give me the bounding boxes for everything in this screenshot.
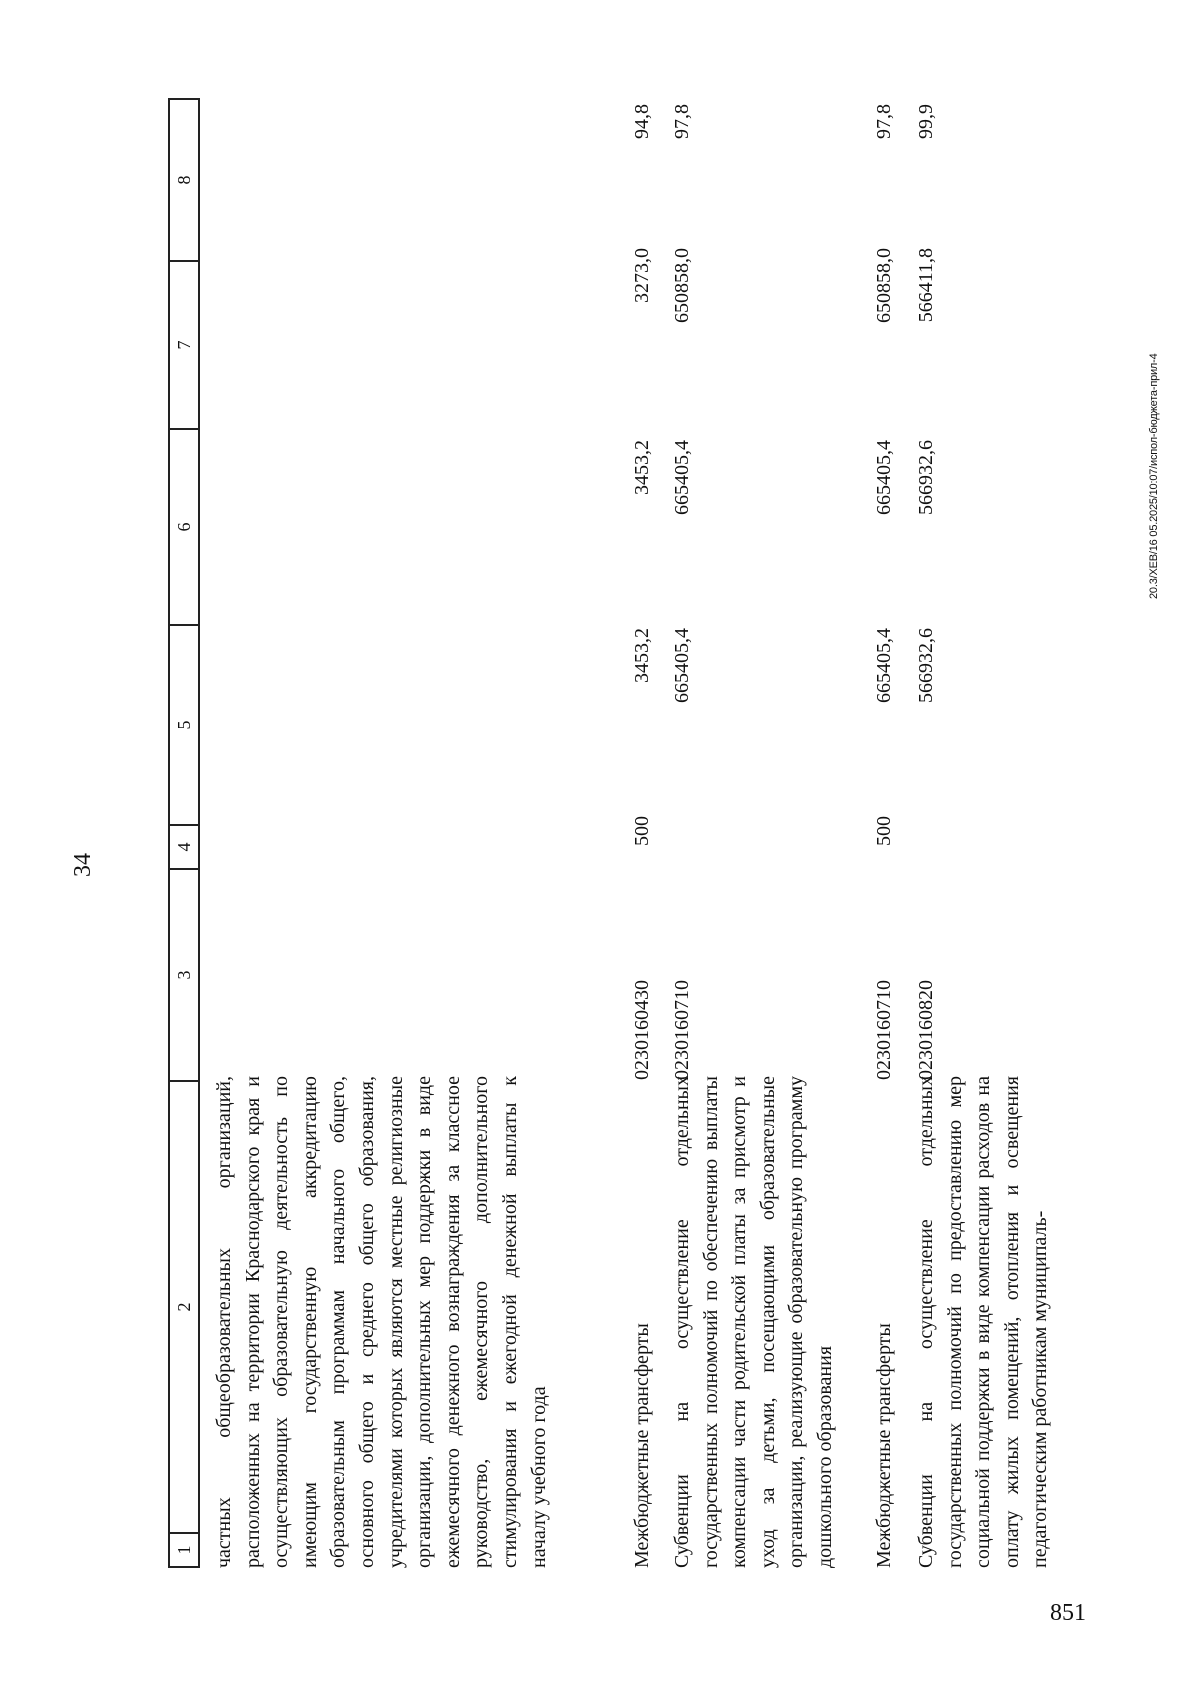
page-number: 34 [70, 853, 96, 877]
row-col6: 665405,4 [873, 440, 895, 515]
row-code: 0230160820 [915, 980, 937, 1080]
row-col6: 566932,6 [915, 440, 937, 515]
row-col4: 500 [631, 816, 653, 846]
header-col-2: 2 [170, 1080, 198, 1532]
row-col6: 3453,2 [631, 440, 653, 495]
table-header-row [168, 98, 200, 1568]
row-col8: 97,8 [873, 104, 895, 139]
row-code: 0230160710 [671, 980, 693, 1080]
row-col4: 500 [873, 816, 895, 846]
row-description: Межбюджетные трансферты [631, 1323, 653, 1568]
row-col5: 665405,4 [873, 628, 895, 703]
row-col7: 566411,8 [915, 248, 937, 323]
header-col-4: 4 [170, 824, 198, 868]
row-col8: 97,8 [671, 104, 693, 139]
row-description: Субвенции на осуществление отдельных государственных полномочий по предоставлению мер социальной поддержки в виде компенсации расходов на оплату жилых помещений, отопления и освещения педагогическим работникам муниципаль- [915, 1076, 1052, 1568]
row-col8: 99,9 [915, 104, 937, 139]
row-code: 0230160430 [631, 980, 653, 1080]
header-col-6: 6 [170, 428, 198, 624]
header-col-5: 5 [170, 624, 198, 824]
row-col5: 566932,6 [915, 628, 937, 703]
row-code: 0230160710 [873, 980, 895, 1080]
header-col-1: 1 [170, 1532, 198, 1566]
row-description: Субвенции на осуществление отдельных государственных полномочий по обеспечению выплаты компенсации части родительской платы за присмотр и уход за детьми, посещающими образовательные организации, реализующие образовательную программу дошкольного образования [671, 1076, 836, 1568]
header-col-7: 7 [170, 260, 198, 428]
row-col5: 3453,2 [631, 628, 653, 683]
row-col8: 94,8 [631, 104, 653, 139]
footer-stamp: 20.3/XEB/16 05.2025/10:07/испол-бюджета-прил-4 [1148, 353, 1160, 599]
row-col7: 650858,0 [873, 248, 895, 323]
row-description: частных общеобразовательных организаций, расположенных на территории Краснодарского края и осуществляющих образовательную деятельность по имеющим государственную аккредитацию образовательным программам начального общего, основного общего и среднего общего образования, учредителями которых являются местные религиозные организации, дополнительных мер поддержки в виде ежемесячного денежного вознаграждения за классное руководство, ежемесячного дополнительного стимулирования и ежегодной денежной выплаты к началу учебного года [213, 1076, 550, 1568]
row-col6: 665405,4 [671, 440, 693, 515]
header-col-3: 3 [170, 868, 198, 1080]
row-col5: 665405,4 [671, 628, 693, 703]
row-col7: 650858,0 [671, 248, 693, 323]
header-col-8: 8 [174, 175, 194, 185]
row-col7: 3273,0 [631, 248, 653, 303]
sheet-number: 851 [1050, 1600, 1086, 1626]
row-description: Межбюджетные трансферты [873, 1323, 895, 1568]
